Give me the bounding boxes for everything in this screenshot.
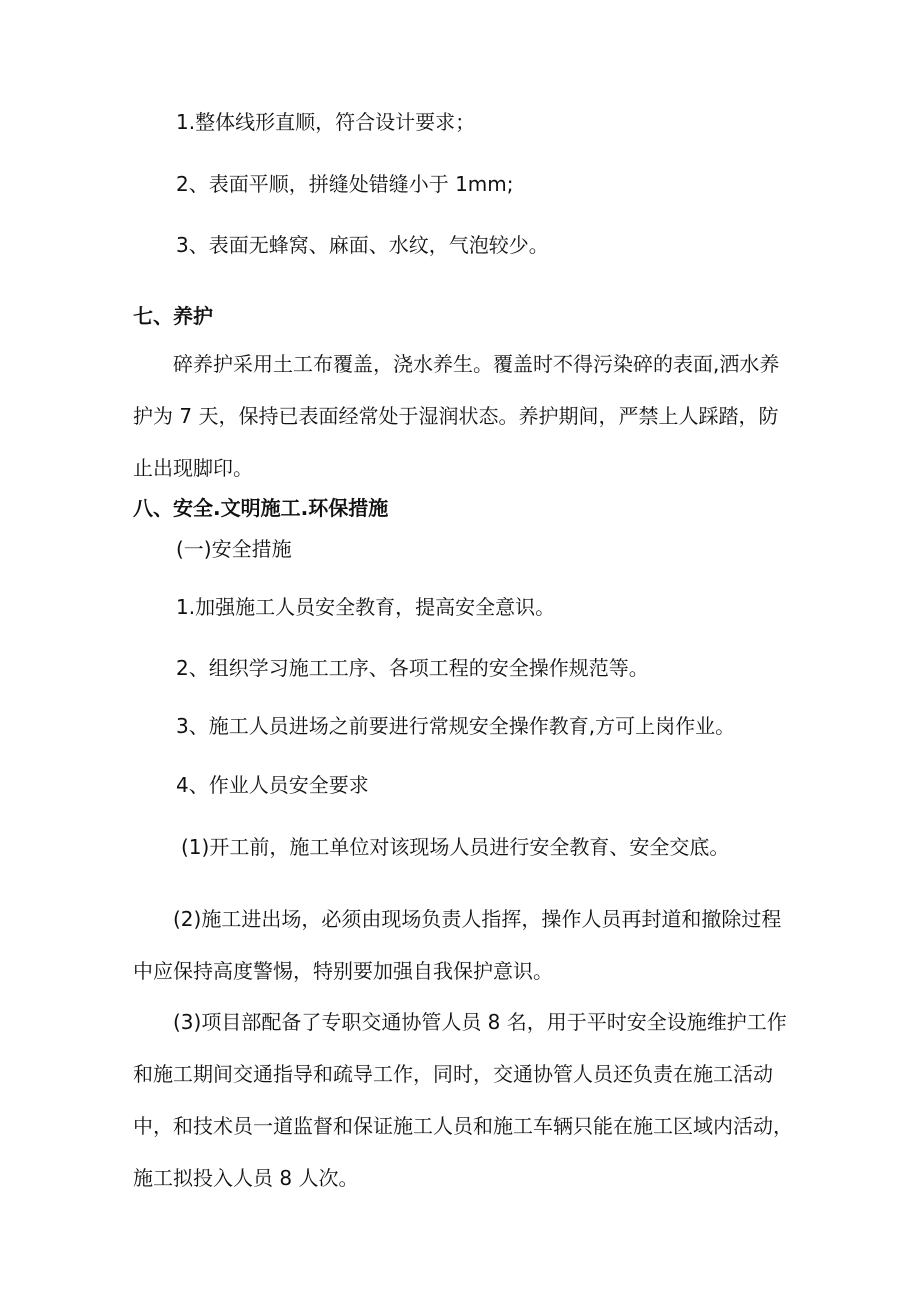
safety-item-3: 3、施工人员进场之前要进行常规安全操作教育,方可上岗作业。 <box>176 714 736 738</box>
section-7-body: 碎养护采用土工布覆盖，浇水养生。覆盖时不得污染碎的表面,洒水养护为 7 天，保持已表面经常处于湿润状态。养护期间，严禁上人踩踏，防止出现脚印。 <box>133 352 780 480</box>
section-8-subheading: (一)安全措施 <box>176 537 292 561</box>
requirement-3: (3)项目部配备了专职交通协管人员 8 名，用于平时安全设施维护工作和施工期间交通指导和疏导工作，同时，交通协管人员还负责在施工活动中，和技术员一道监督和保证施工人员和施工车辆只能在施工区域内活动，施工拟投入人员 8 人次。 <box>133 1010 793 1190</box>
quality-item-1: 1.整体线形直顺，符合设计要求； <box>176 110 476 134</box>
safety-item-2: 2、组织学习施工工序、各项工程的安全操作规范等。 <box>176 656 649 680</box>
section-8-heading: 八、安全.文明施工.环保措施 <box>133 496 389 520</box>
safety-item-4: 4、作业人员安全要求 <box>176 773 369 797</box>
requirement-1: (1)开工前，施工单位对该现场人员进行安全教育、安全交底。 <box>181 835 730 859</box>
requirement-2: (2)施工进出场，必须由现场负责人指挥，操作人员再封道和撤除过程中应保持高度警惕，特别要加强自我保护意识。 <box>133 907 782 983</box>
section-7-heading: 七、养护 <box>133 304 213 328</box>
quality-item-2: 2、表面平顺，拼缝处错缝小于 1mm; <box>176 172 514 196</box>
quality-item-3: 3、表面无蜂窝、麻面、水纹，气泡较少。 <box>176 233 549 257</box>
safety-item-1: 1.加强施工人员安全教育，提高安全意识。 <box>176 595 556 619</box>
